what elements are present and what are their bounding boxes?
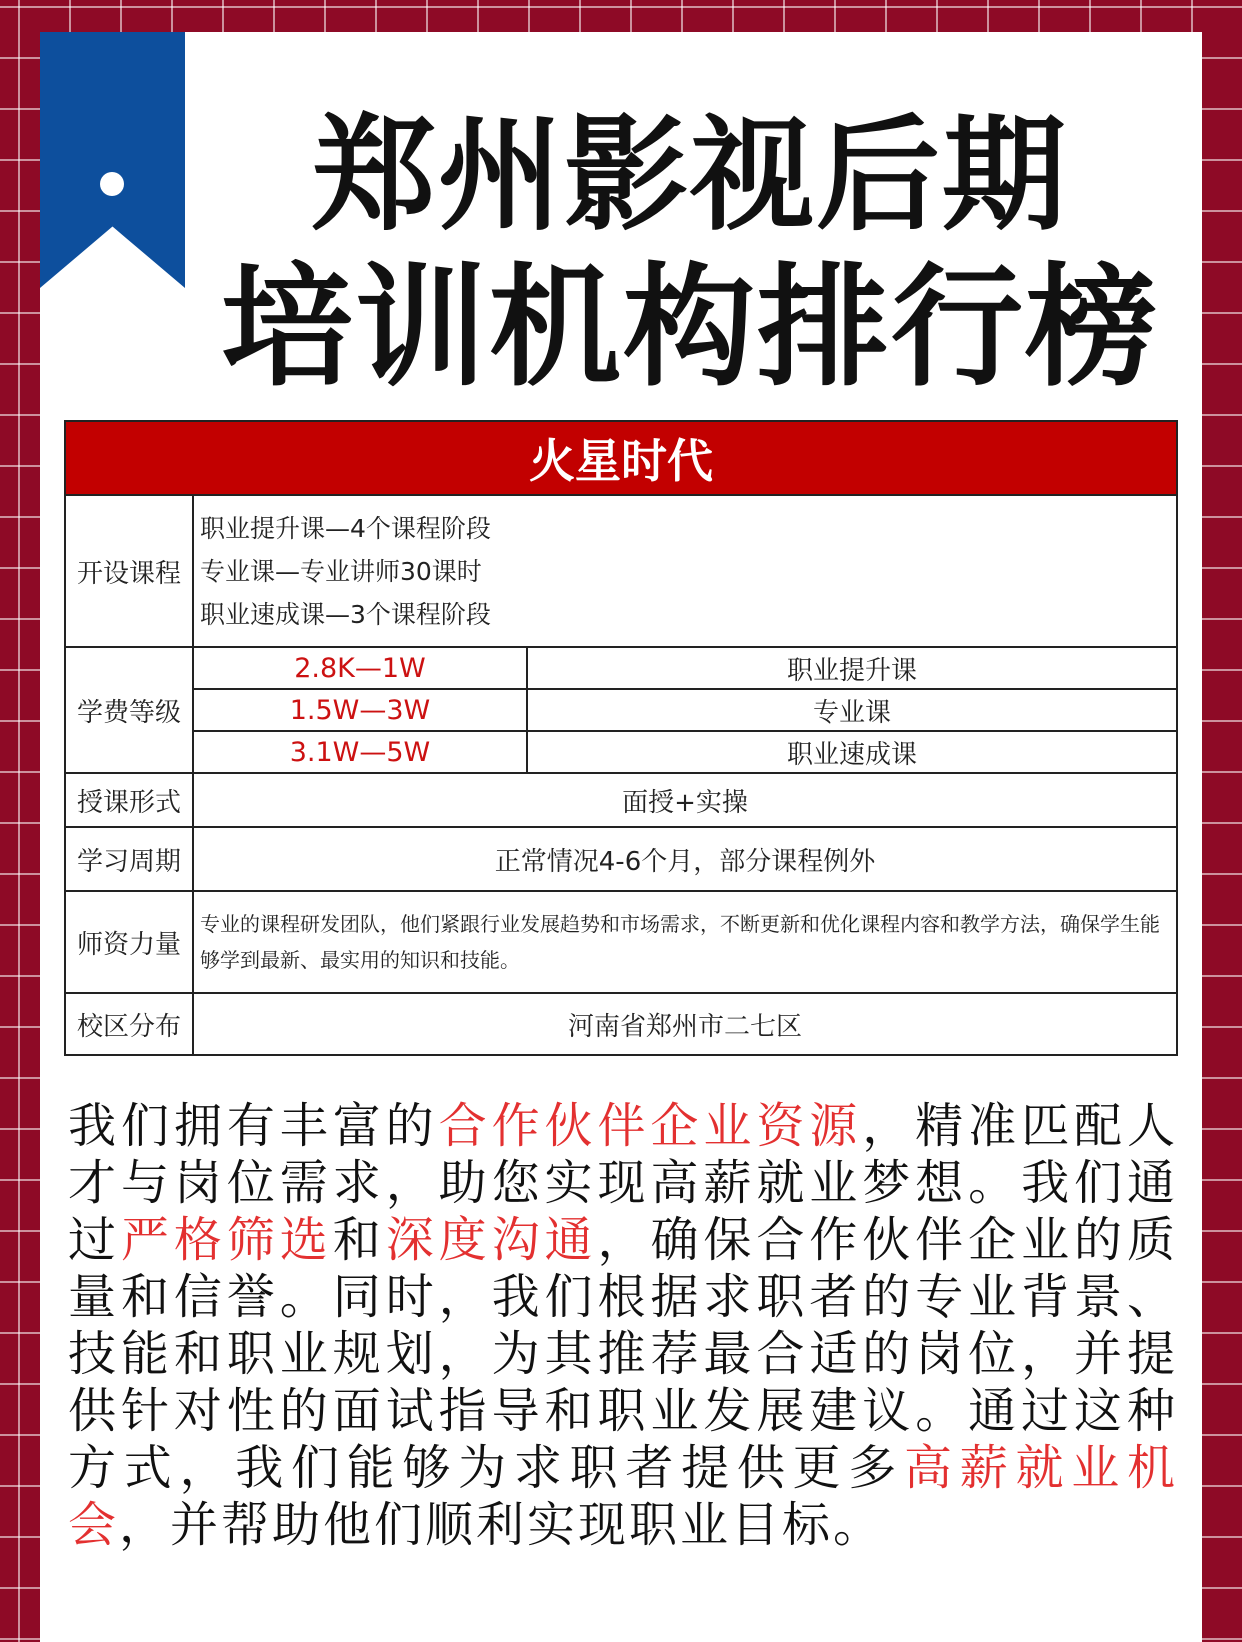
teachers-label: 师资力量 [65,891,193,993]
info-table [64,420,1178,1056]
period-label: 学习周期 [65,827,193,891]
tuition-label: 学费等级 [65,647,193,773]
page-title [190,100,1190,404]
org-name: 火星时代 [65,421,1177,495]
tuition-price: 1.5W—3W [193,689,527,731]
description-paragraph [68,1098,1178,1554]
format-label: 授课形式 [65,773,193,827]
tuition-price: 3.1W—5W [193,731,527,773]
title-line-1: 郑州影视后期 [311,104,1068,248]
period-value: 正常情况4-6个月，部分课程例外 [193,827,1177,891]
table-row [65,495,1177,647]
highlight-text: 严格筛选 [120,1212,333,1268]
format-value: 面授+实操 [193,773,1177,827]
course-line: 职业提升课—4个课程阶段 [200,513,491,543]
table-row [65,647,1177,689]
tuition-price: 2.8K—1W [193,647,527,689]
table-row [65,993,1177,1055]
paragraph-text: 和 [332,1212,386,1268]
campus-label: 校区分布 [65,993,193,1055]
tuition-course: 职业速成课 [527,731,1177,773]
tuition-course: 职业提升课 [527,647,1177,689]
table-row [65,773,1177,827]
campus-value: 河南省郑州市二七区 [193,993,1177,1055]
table-row [65,689,1177,731]
highlight-text: 深度沟通 [385,1212,598,1268]
paragraph-text: ，确保合作伙伴企业的质量和信誉。同时，我们根据求职者的专业背景、技能和职业规划，为其推荐最合适的岗位，并提供针对性的面试指导和职业发展建议。通过这种方式，我们能够为求职者提供更多 [68,1212,1178,1496]
paragraph-text: 我们拥有丰富的 [68,1098,439,1154]
course-line: 职业速成课—3个课程阶段 [200,599,491,629]
highlight-text: 高薪就业机会 [68,1440,1178,1553]
courses-list [193,495,1177,647]
table-row [65,731,1177,773]
paragraph-text: ，并帮助他们顺利实现职业目标。 [119,1497,885,1553]
table-row [65,827,1177,891]
highlight-text: 合作伙伴企业资源 [438,1098,863,1154]
courses-label: 开设课程 [65,495,193,647]
teachers-value: 专业的课程研发团队，他们紧跟行业发展趋势和市场需求，不断更新和优化课程内容和教学方法，确保学生能够学到最新、最实用的知识和技能。 [193,891,1177,993]
tuition-course: 专业课 [527,689,1177,731]
table-header-row [65,421,1177,495]
paragraph-text: ，精准匹配人才与岗位需求，助您实现高薪就业梦想。我们通过 [68,1098,1178,1268]
table-row [65,891,1177,993]
title-line-2: 培训机构排行榜 [221,251,1159,405]
course-line: 专业课—专业讲师30课时 [200,556,482,586]
bookmark-hole-icon [100,172,124,196]
